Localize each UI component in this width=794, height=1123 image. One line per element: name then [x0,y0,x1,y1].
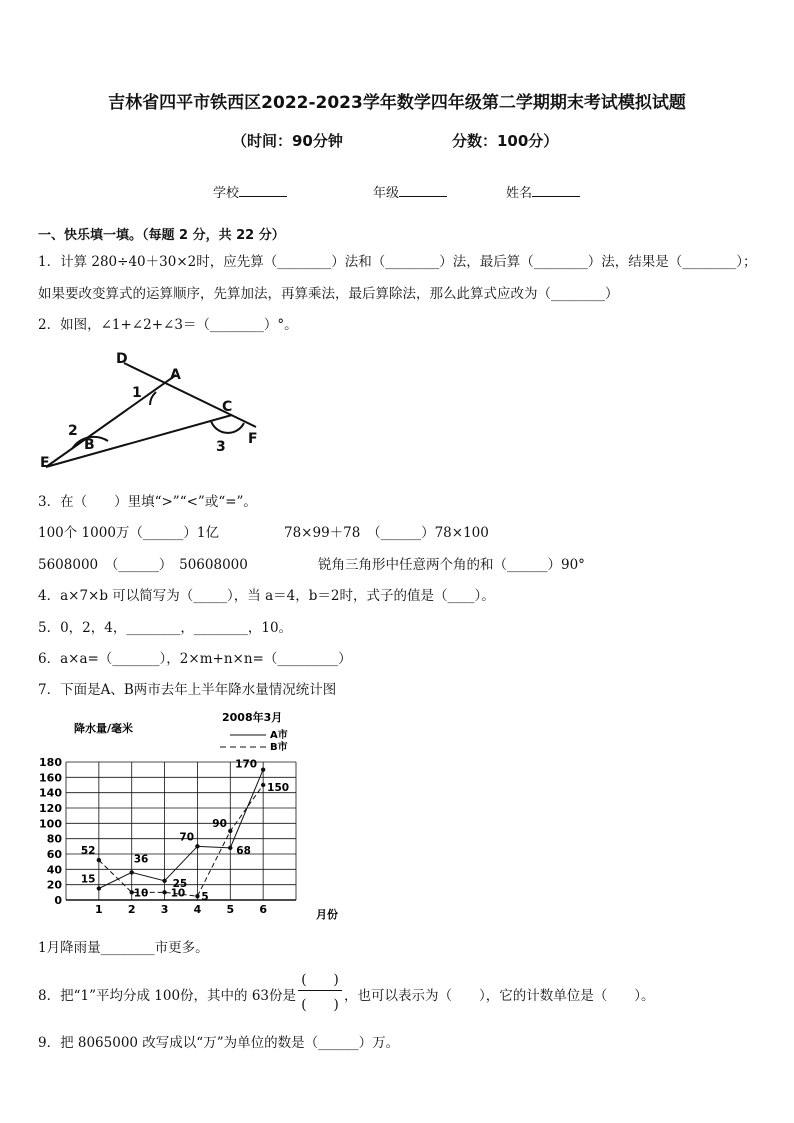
y-tick-label: 60 [46,848,62,861]
x-tick-label: 2 [127,903,136,916]
legend-a-label: A市 [270,730,288,741]
x-tick-label: 1 [95,903,103,916]
data-point [261,783,265,787]
fraction-blank [298,968,342,1013]
question-4: 4．a×7×b 可以简写为（_____），当 a＝4，b＝2时，式子的值是（____）。 [38,588,495,604]
data-point [162,890,166,894]
y-tick-label: 160 [39,771,62,785]
y-tick-label: 80 [46,832,62,846]
data-point [261,767,265,771]
x-tick-label: 6 [259,903,267,916]
question-1a: 1．计算 280÷40＋30×2时，应先算（________）法和（________）法，最后算（________）法，结果是（________）； [38,254,757,270]
data-label: 10 [170,887,186,900]
y-tick-label: 120 [39,802,62,815]
y-tick-label: 100 [39,817,62,831]
data-point [228,846,232,850]
data-label: 25 [172,877,188,890]
label-angle-3: 3 [216,439,226,455]
label-c: C [222,399,233,415]
rainfall-chart [30,706,360,926]
data-point [97,858,101,862]
question-2: 2．如图，∠1+∠2+∠3＝（________）°。 [38,317,298,333]
angle-figure [36,345,276,475]
data-label: 90 [212,818,227,830]
data-label: 68 [236,844,251,857]
label-d: D [116,351,128,367]
data-point [130,870,134,874]
line-eb-a [46,375,176,467]
question-8b: ，也可以表示为（ ），它的计数单位是（ ）。 [344,988,655,1004]
data-label: 36 [133,853,149,866]
data-label: 150 [267,782,290,794]
angle-3-arc [211,421,244,433]
data-point [97,886,101,890]
data-label: 10 [133,887,149,900]
exam-score: 分数：100分） [452,132,559,150]
question-3-row1b: 78×99＋78 （______）78×100 [284,525,489,541]
data-point [228,829,232,833]
question-3-row1a: 100个 1000万（______）1亿 [38,525,220,541]
exam-time: （时间：90分钟 [232,132,343,150]
x-tick-label: 5 [226,903,235,916]
data-label: 70 [179,831,195,844]
fraction-numerator: ( ) [301,972,339,988]
label-angle-1: 1 [132,385,142,401]
data-point [195,894,199,898]
chart-ylabel: 降水量/毫米 [74,722,134,735]
data-point [162,879,166,883]
x-tick-label: 3 [160,903,169,916]
label-f: F [248,431,258,447]
question-3-row2a: 5608000 （______） 50608000 [38,557,248,573]
y-tick-label: 180 [39,756,62,769]
chart-xlabel: 月份 [316,908,338,921]
label-b: B [84,437,95,453]
y-tick-label: 40 [46,863,62,877]
question-1b: 如果要改变算式的运算顺序，先算加法，再算乘法，最后算除法，那么此算式应改为（________） [38,286,619,302]
page-title: 吉林省四平市铁西区2022-2023学年数学四年级第二学期期末考试模拟试题 [108,93,686,113]
legend-b-label: B市 [270,742,288,753]
school-field: 学校 [213,182,287,201]
question-6: 6．a×a=（_______），2×m+n×n=（_________） [38,651,352,667]
chart-title: 2008年3月 [222,711,283,724]
question-3: 3．在（ ）里填“>”“<”或“=”。 [38,494,257,510]
label-a: A [170,367,181,383]
data-label: 170 [235,758,258,771]
question-3-row2b: 锐角三角形中任意两个角的和（______）90° [318,557,585,573]
data-label: 52 [80,845,96,858]
label-e: E [40,455,50,471]
y-tick-label: 0 [54,894,62,907]
y-tick-label: 20 [46,878,62,892]
fraction-denominator: ( ) [301,997,339,1013]
name-field: 姓名 [506,182,580,201]
series-line-a [99,770,263,889]
question-7-fill: 1月降雨量________市更多。 [38,940,209,956]
question-7: 7．下面是A、B两市去年上半年降水量情况统计图 [38,682,337,698]
line-da-cf [124,363,256,427]
y-tick-label: 140 [39,786,62,800]
question-9: 9．把 8065000 改写成以“万”为单位的数是（______）万。 [38,1035,400,1051]
data-point [195,844,199,848]
x-tick-label: 4 [193,903,202,916]
label-angle-2: 2 [68,423,78,439]
question-5: 5．0，2，4，________，________，10。 [38,620,293,636]
data-label: 15 [80,873,96,886]
grade-field: 年级 [373,182,447,201]
question-8a: 8．把“1”平均分成 100份，其中的 63份是 [38,988,297,1004]
section-heading: 一、快乐填一填。（每题 2 分，共 22 分） [38,228,285,243]
data-label: 5 [201,891,209,904]
